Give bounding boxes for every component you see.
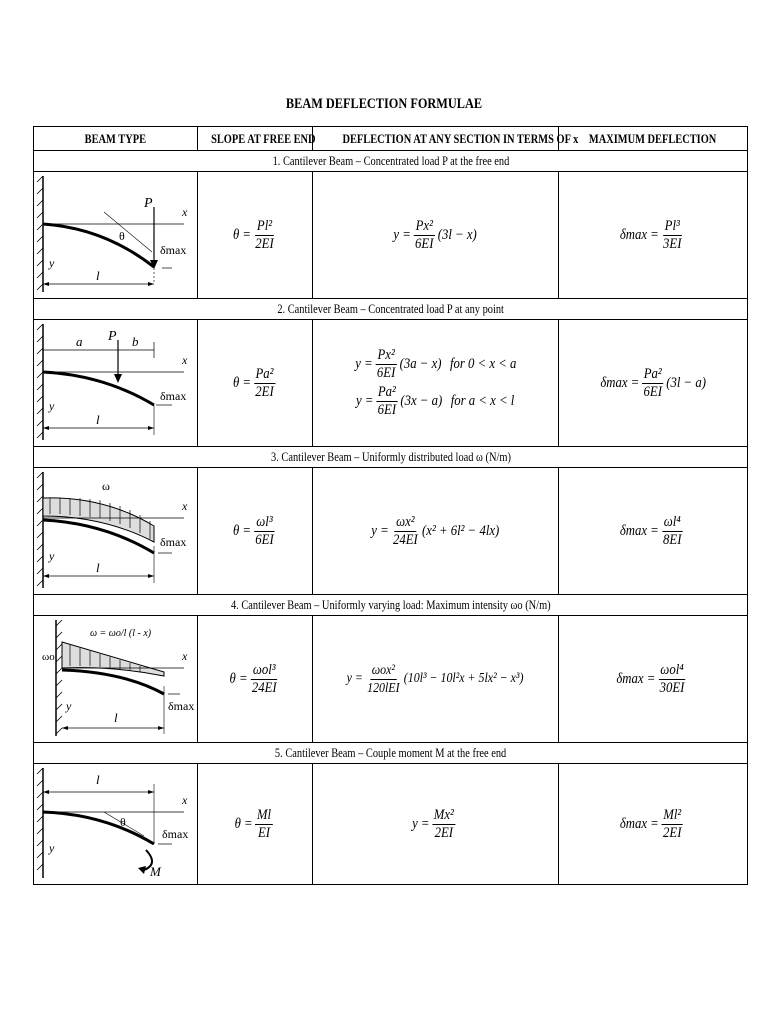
deflection-formula: y = $\frac{\text{Mx²}}{2EI}$ (313, 764, 559, 885)
max-deflection-formula: δmax = $\frac{\text{Pl³}}{3EI}$ (559, 172, 748, 299)
fig-label: l (96, 268, 100, 283)
fig-label: x (182, 793, 188, 807)
fig-label: θ (119, 229, 125, 243)
fig-label: l (96, 772, 100, 787)
case-row (34, 468, 748, 595)
fig-label: l (96, 560, 100, 575)
page-title: BEAM DEFLECTION FORMULAE (285, 96, 483, 112)
max-deflection-formula: δmax = $\frac{\text{ωol⁴}}{30EI}$ (559, 616, 748, 743)
fig-label: x (182, 353, 188, 367)
fig-label: P (108, 329, 117, 344)
fig-label: y (66, 699, 72, 713)
slope-formula: θ = $\frac{\text{ωl³}}{6EI}$ (198, 468, 313, 595)
deflection-formula: y = $\frac{\text{Px²}}{6EI}$ (3l − x) (313, 172, 559, 299)
fig-label: δmax (162, 827, 189, 841)
case-row (34, 320, 748, 447)
fig-label: ω (102, 479, 110, 493)
deflection-formula: y = $\frac{\text{Px²}}{6EI}$ (3a − x) for 0 < x < a y = $\frac{\text{Pa²}}{6EI}$ (3x − a) for a < x < l (313, 320, 559, 447)
beam-figure (34, 320, 198, 447)
fig-label: y (49, 399, 55, 413)
fig-label: δmax (160, 389, 187, 403)
beam-figure (34, 468, 198, 595)
header-max-deflection: MAXIMUM DEFLECTION (559, 127, 748, 151)
slope-formula: θ = $\frac{\text{ωol³}}{24EI}$ (198, 616, 313, 743)
fig-label: δmax (160, 243, 187, 257)
deflection-formula: y = $\frac{\text{ωx²}}{24EI}$ (x² + 6l² − 4lx) (313, 468, 559, 595)
fig-label: ω = ωo/l (l - x) (90, 628, 152, 639)
fig-label: x (182, 649, 188, 663)
case-row (34, 172, 748, 299)
max-deflection-formula: δmax = $\frac{\text{Pa²}}{6EI}$ (3l − a) (559, 320, 748, 447)
case-row (34, 616, 748, 743)
fig-label: y (49, 549, 55, 563)
case-row (34, 764, 748, 885)
fig-label: a (76, 334, 83, 349)
header-slope: SLOPE AT FREE END (198, 127, 313, 151)
slope-formula: θ = $\frac{Ml}{EI}$ (198, 764, 313, 885)
case-caption: 2. Cantilever Beam – Concentrated load P at any point (34, 299, 748, 320)
slope-formula: θ = $\frac{\text{Pa²}}{2EI}$ (198, 320, 313, 447)
fig-label: θ (120, 815, 126, 829)
fig-label: P (144, 196, 153, 211)
beam-figure (34, 172, 198, 299)
fig-label: ωo (42, 651, 55, 663)
fig-label: y (49, 256, 55, 270)
beam-figure (34, 764, 198, 885)
deflection-formula: y = $\frac{\text{ωox²}}{\text{120lEI}}$ (10l³ − 10l²x + 5lx² − x³) (313, 616, 559, 743)
header-row (34, 127, 748, 151)
fig-label: M (150, 864, 161, 879)
fig-label: y (49, 841, 55, 855)
max-deflection-formula: δmax = $\frac{\text{Ml²}}{2EI}$ (559, 764, 748, 885)
fig-label: δmax (160, 535, 187, 549)
slope-formula: θ = $\frac{\text{Pl²}}{2EI}$ (198, 172, 313, 299)
fig-label: x (182, 499, 188, 513)
beam-figure (34, 616, 198, 743)
beam-deflection-table (33, 126, 748, 885)
fig-label: b (132, 334, 139, 349)
fig-label: l (96, 412, 100, 427)
case-caption: 1. Cantilever Beam – Concentrated load P at the free end (34, 151, 748, 172)
max-deflection-formula: δmax = $\frac{\text{ωl⁴}}{8EI}$ (559, 468, 748, 595)
case-caption: 3. Cantilever Beam – Uniformly distributed load ω (N/m) (34, 447, 748, 468)
fig-label: δmax (168, 699, 195, 713)
fig-label: x (182, 205, 188, 219)
fig-label: l (114, 710, 118, 725)
header-beam-type: BEAM TYPE (34, 127, 198, 151)
case-caption: 5. Cantilever Beam – Couple moment M at the free end (34, 743, 748, 764)
case-caption: 4. Cantilever Beam – Uniformly varying load: Maximum intensity ωo (N/m) (34, 595, 748, 616)
header-deflection: DEFLECTION AT ANY SECTION IN TERMS OF x (313, 127, 559, 151)
